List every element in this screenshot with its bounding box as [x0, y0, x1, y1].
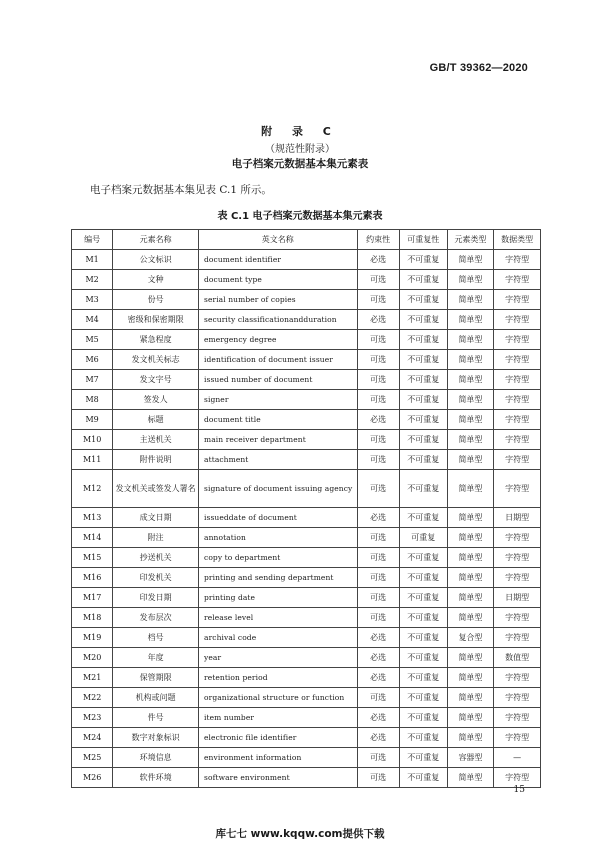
cell-element-type: 简单型 [447, 290, 494, 310]
cell-number: M6 [72, 350, 113, 370]
cell-number: M16 [72, 568, 113, 588]
table-row [72, 728, 541, 748]
standard-number: GB/T 39362—2020 [429, 62, 528, 74]
cell-element-type: 简单型 [447, 370, 494, 390]
cell-english-name: identification of document issuer [199, 350, 358, 370]
table-row [72, 588, 541, 608]
cell-data-type: 数值型 [494, 648, 541, 668]
cell-element-type: 简单型 [447, 430, 494, 450]
cell-english-name: printing and sending department [199, 568, 358, 588]
cell-repeatability: 不可重复 [399, 768, 447, 788]
cell-constraint: 可选 [357, 270, 399, 290]
cell-element-name: 签发人 [113, 390, 199, 410]
cell-english-name: copy to department [199, 548, 358, 568]
cell-english-name: item number [199, 708, 358, 728]
cell-data-type: 字符型 [494, 270, 541, 290]
cell-data-type: 字符型 [494, 310, 541, 330]
cell-element-name: 紧急程度 [113, 330, 199, 350]
col-header-number: 编号 [72, 230, 113, 250]
cell-data-type: 字符型 [494, 390, 541, 410]
cell-constraint: 可选 [357, 330, 399, 350]
cell-english-name: main receiver department [199, 430, 358, 450]
cell-english-name: electronic file identifier [199, 728, 358, 748]
table-row [72, 708, 541, 728]
cell-number: M2 [72, 270, 113, 290]
cell-element-type: 简单型 [447, 668, 494, 688]
cell-element-name: 发文字号 [113, 370, 199, 390]
cell-data-type: 字符型 [494, 410, 541, 430]
cell-element-name: 发文机关标志 [113, 350, 199, 370]
cell-constraint: 必选 [357, 508, 399, 528]
cell-constraint: 可选 [357, 470, 399, 508]
table-row [72, 410, 541, 430]
cell-constraint: 必选 [357, 410, 399, 430]
cell-data-type: 日期型 [494, 588, 541, 608]
cell-element-type: 简单型 [447, 508, 494, 528]
cell-element-name: 密级和保密期限 [113, 310, 199, 330]
cell-repeatability: 不可重复 [399, 728, 447, 748]
cell-english-name: issued number of document [199, 370, 358, 390]
cell-constraint: 可选 [357, 608, 399, 628]
cell-element-type: 简单型 [447, 410, 494, 430]
table-row [72, 450, 541, 470]
cell-element-name: 公文标识 [113, 250, 199, 270]
cell-constraint: 必选 [357, 250, 399, 270]
cell-repeatability: 不可重复 [399, 430, 447, 450]
cell-constraint: 必选 [357, 648, 399, 668]
cell-data-type: 字符型 [494, 250, 541, 270]
col-header-constraint: 约束性 [357, 230, 399, 250]
table-header-row [72, 230, 541, 250]
cell-element-name: 软件环境 [113, 768, 199, 788]
annex-name: 电子档案元数据基本集元素表 [231, 158, 369, 170]
table-row [72, 310, 541, 330]
cell-number: M7 [72, 370, 113, 390]
cell-constraint: 可选 [357, 350, 399, 370]
cell-element-name: 件号 [113, 708, 199, 728]
table-row [72, 688, 541, 708]
cell-element-type: 复合型 [447, 628, 494, 648]
cell-element-name: 数字对象标识 [113, 728, 199, 748]
cell-element-name: 环境信息 [113, 748, 199, 768]
cell-data-type: 字符型 [494, 370, 541, 390]
cell-number: M14 [72, 528, 113, 548]
cell-english-name: environment information [199, 748, 358, 768]
table-row [72, 290, 541, 310]
cell-data-type: 字符型 [494, 430, 541, 450]
cell-number: M4 [72, 310, 113, 330]
cell-english-name: archival code [199, 628, 358, 648]
cell-repeatability: 不可重复 [399, 290, 447, 310]
cell-repeatability: 不可重复 [399, 450, 447, 470]
cell-english-name: document title [199, 410, 358, 430]
cell-number: M15 [72, 548, 113, 568]
cell-element-type: 简单型 [447, 688, 494, 708]
cell-data-type: 字符型 [494, 548, 541, 568]
table-row [72, 548, 541, 568]
cell-repeatability: 不可重复 [399, 648, 447, 668]
cell-repeatability: 可重复 [399, 528, 447, 548]
cell-element-type: 简单型 [447, 648, 494, 668]
cell-element-type: 简单型 [447, 270, 494, 290]
cell-constraint: 必选 [357, 728, 399, 748]
cell-element-name: 成文日期 [113, 508, 199, 528]
cell-constraint: 可选 [357, 548, 399, 568]
cell-number: M26 [72, 768, 113, 788]
cell-number: M10 [72, 430, 113, 450]
cell-number: M17 [72, 588, 113, 608]
cell-element-type: 简单型 [447, 350, 494, 370]
cell-repeatability: 不可重复 [399, 350, 447, 370]
cell-data-type: 字符型 [494, 450, 541, 470]
cell-data-type: 字符型 [494, 350, 541, 370]
cell-number: M12 [72, 470, 113, 508]
cell-english-name: printing date [199, 588, 358, 608]
cell-repeatability: 不可重复 [399, 470, 447, 508]
cell-number: M22 [72, 688, 113, 708]
table-row [72, 330, 541, 350]
cell-repeatability: 不可重复 [399, 588, 447, 608]
cell-element-name: 主送机关 [113, 430, 199, 450]
cell-element-name: 年度 [113, 648, 199, 668]
intro-text: 电子档案元数据基本集见表 C.1 所示。 [90, 184, 272, 196]
cell-number: M18 [72, 608, 113, 628]
cell-repeatability: 不可重复 [399, 628, 447, 648]
cell-element-type: 简单型 [447, 568, 494, 588]
col-header-data-type: 数据类型 [494, 230, 541, 250]
cell-english-name: document identifier [199, 250, 358, 270]
cell-english-name: retention period [199, 668, 358, 688]
page-number: 15 [513, 785, 525, 795]
cell-element-name: 份号 [113, 290, 199, 310]
cell-repeatability: 不可重复 [399, 708, 447, 728]
cell-data-type: 字符型 [494, 290, 541, 310]
cell-data-type: 字符型 [494, 330, 541, 350]
cell-constraint: 可选 [357, 290, 399, 310]
cell-element-name: 发布层次 [113, 608, 199, 628]
cell-number: M8 [72, 390, 113, 410]
cell-english-name: software environment [199, 768, 358, 788]
table-row [72, 470, 541, 508]
cell-number: M13 [72, 508, 113, 528]
cell-element-type: 简单型 [447, 588, 494, 608]
table-row [72, 508, 541, 528]
cell-element-type: 简单型 [447, 390, 494, 410]
cell-constraint: 可选 [357, 748, 399, 768]
cell-constraint: 可选 [357, 430, 399, 450]
cell-data-type: 字符型 [494, 528, 541, 548]
annex-note: （规范性附录） [265, 144, 335, 155]
cell-repeatability: 不可重复 [399, 668, 447, 688]
cell-repeatability: 不可重复 [399, 508, 447, 528]
cell-data-type: 字符型 [494, 568, 541, 588]
cell-english-name: issueddate of document [199, 508, 358, 528]
cell-data-type: 字符型 [494, 708, 541, 728]
table-row [72, 430, 541, 450]
cell-number: M19 [72, 628, 113, 648]
cell-element-name: 档号 [113, 628, 199, 648]
cell-data-type: 字符型 [494, 688, 541, 708]
cell-constraint: 可选 [357, 768, 399, 788]
cell-repeatability: 不可重复 [399, 688, 447, 708]
cell-element-name: 附注 [113, 528, 199, 548]
cell-number: M9 [72, 410, 113, 430]
cell-english-name: year [199, 648, 358, 668]
cell-constraint: 必选 [357, 628, 399, 648]
cell-repeatability: 不可重复 [399, 370, 447, 390]
cell-english-name: release level [199, 608, 358, 628]
cell-element-type: 简单型 [447, 310, 494, 330]
cell-number: M25 [72, 748, 113, 768]
cell-data-type: 字符型 [494, 768, 541, 788]
cell-element-type: 简单型 [447, 768, 494, 788]
cell-repeatability: 不可重复 [399, 310, 447, 330]
table-row [72, 568, 541, 588]
cell-repeatability: 不可重复 [399, 748, 447, 768]
cell-english-name: signature of document issuing agency [199, 470, 358, 508]
cell-element-type: 简单型 [447, 728, 494, 748]
cell-data-type: 字符型 [494, 628, 541, 648]
cell-repeatability: 不可重复 [399, 390, 447, 410]
cell-repeatability: 不可重复 [399, 250, 447, 270]
cell-element-name: 文种 [113, 270, 199, 290]
cell-number: M20 [72, 648, 113, 668]
table-title: 表 C.1 电子档案元数据基本集元素表 [217, 211, 383, 222]
cell-element-name: 抄送机关 [113, 548, 199, 568]
cell-english-name: serial number of copies [199, 290, 358, 310]
cell-element-name: 附件说明 [113, 450, 199, 470]
col-header-element-type: 元素类型 [447, 230, 494, 250]
cell-repeatability: 不可重复 [399, 330, 447, 350]
cell-element-name: 保管期限 [113, 668, 199, 688]
cell-element-name: 印发日期 [113, 588, 199, 608]
col-header-repeatability: 可重复性 [399, 230, 447, 250]
cell-constraint: 可选 [357, 390, 399, 410]
cell-number: M24 [72, 728, 113, 748]
cell-number: M21 [72, 668, 113, 688]
cell-english-name: attachment [199, 450, 358, 470]
cell-data-type: 日期型 [494, 508, 541, 528]
cell-english-name: organizational structure or function [199, 688, 358, 708]
footer-download-note: 库七七 www.kqqw.com提供下载 [215, 828, 385, 840]
table-row [72, 390, 541, 410]
table-row [72, 608, 541, 628]
cell-number: M3 [72, 290, 113, 310]
cell-constraint: 可选 [357, 450, 399, 470]
cell-constraint: 可选 [357, 528, 399, 548]
table-row [72, 648, 541, 668]
cell-constraint: 可选 [357, 588, 399, 608]
cell-element-type: 简单型 [447, 330, 494, 350]
cell-element-type: 简单型 [447, 608, 494, 628]
cell-element-name: 机构或问题 [113, 688, 199, 708]
cell-constraint: 必选 [357, 310, 399, 330]
cell-data-type: 字符型 [494, 608, 541, 628]
cell-number: M23 [72, 708, 113, 728]
table-row [72, 370, 541, 390]
cell-data-type: 字符型 [494, 470, 541, 508]
table-row [72, 350, 541, 370]
cell-number: M11 [72, 450, 113, 470]
cell-english-name: security classificationandduration [199, 310, 358, 330]
cell-repeatability: 不可重复 [399, 410, 447, 430]
cell-element-type: 容器型 [447, 748, 494, 768]
cell-english-name: emergency degree [199, 330, 358, 350]
cell-constraint: 必选 [357, 668, 399, 688]
cell-element-name: 发文机关或签发人署名 [113, 470, 199, 508]
cell-element-type: 简单型 [447, 470, 494, 508]
cell-repeatability: 不可重复 [399, 270, 447, 290]
cell-element-type: 简单型 [447, 528, 494, 548]
cell-constraint: 必选 [357, 708, 399, 728]
elements-table [71, 229, 541, 788]
cell-number: M1 [72, 250, 113, 270]
cell-constraint: 可选 [357, 568, 399, 588]
cell-number: M5 [72, 330, 113, 350]
annex-title: 附 录 C [261, 125, 339, 138]
cell-element-type: 简单型 [447, 548, 494, 568]
cell-data-type: 字符型 [494, 728, 541, 748]
cell-english-name: annotation [199, 528, 358, 548]
cell-repeatability: 不可重复 [399, 608, 447, 628]
table-row [72, 250, 541, 270]
cell-repeatability: 不可重复 [399, 568, 447, 588]
cell-element-type: 简单型 [447, 708, 494, 728]
cell-element-name: 印发机关 [113, 568, 199, 588]
cell-constraint: 可选 [357, 688, 399, 708]
table-row [72, 668, 541, 688]
cell-constraint: 可选 [357, 370, 399, 390]
cell-data-type: — [494, 748, 541, 768]
col-header-element-name: 元素名称 [113, 230, 199, 250]
cell-element-type: 简单型 [447, 250, 494, 270]
cell-element-name: 标题 [113, 410, 199, 430]
cell-repeatability: 不可重复 [399, 548, 447, 568]
table-row [72, 628, 541, 648]
table-body [72, 250, 541, 788]
table-row [72, 270, 541, 290]
table-row [72, 528, 541, 548]
col-header-english-name: 英文名称 [199, 230, 358, 250]
cell-english-name: document type [199, 270, 358, 290]
cell-data-type: 字符型 [494, 668, 541, 688]
cell-element-type: 简单型 [447, 450, 494, 470]
cell-english-name: signer [199, 390, 358, 410]
table-row [72, 768, 541, 788]
table-row [72, 748, 541, 768]
